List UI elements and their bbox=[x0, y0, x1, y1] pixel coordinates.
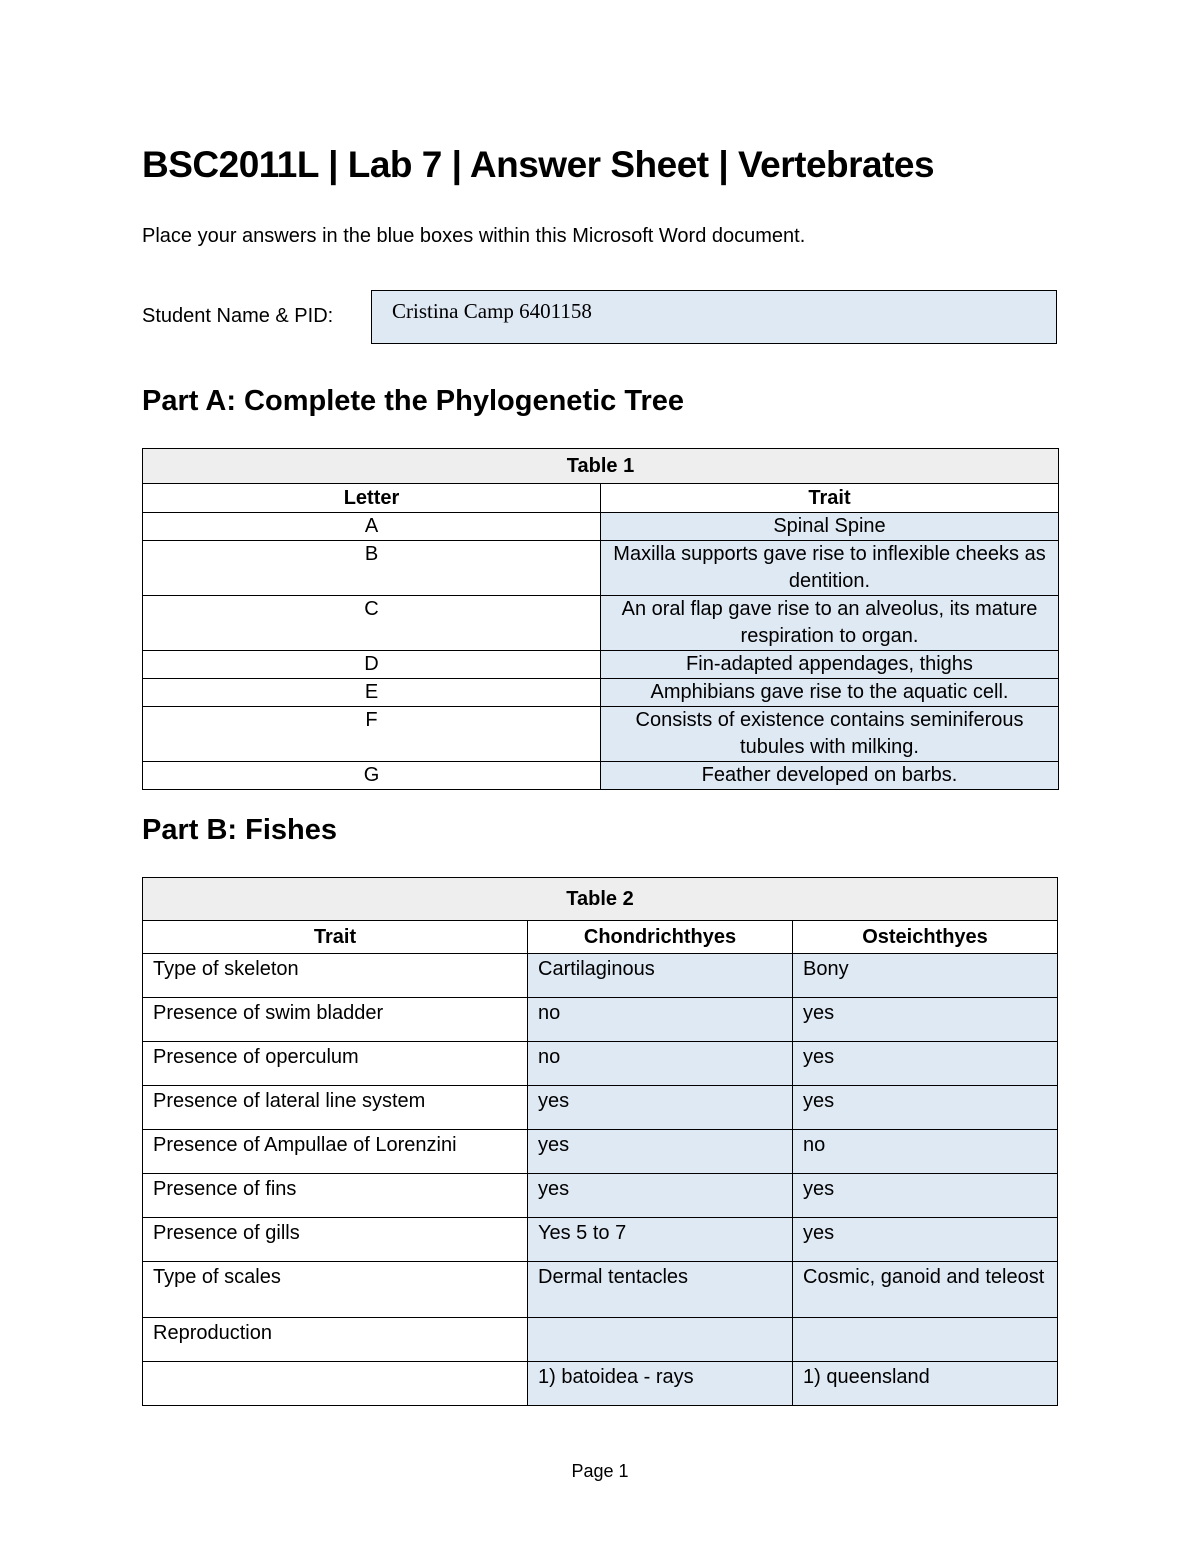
osteichthyes-answer-cell[interactable]: yes bbox=[793, 1218, 1058, 1262]
osteichthyes-answer-cell[interactable]: Cosmic, ganoid and teleost bbox=[793, 1262, 1058, 1318]
trait-answer-cell[interactable]: Consists of existence contains seminiferous tubules with milking. bbox=[601, 707, 1059, 762]
osteichthyes-answer-cell[interactable]: yes bbox=[793, 998, 1058, 1042]
trait-cell: Presence of gills bbox=[143, 1218, 528, 1262]
chondrichthyes-answer-cell[interactable]: Cartilaginous bbox=[528, 954, 793, 998]
phylogenetic-traits-table bbox=[142, 448, 1059, 790]
letter-cell: B bbox=[143, 541, 601, 596]
osteichthyes-answer-cell[interactable]: Bony bbox=[793, 954, 1058, 998]
letter-cell: E bbox=[143, 679, 601, 707]
column-header-trait: Trait bbox=[601, 484, 1059, 513]
part-a-heading: Part A: Complete the Phylogenetic Tree bbox=[142, 385, 684, 417]
trait-answer-cell[interactable]: Amphibians gave rise to the aquatic cell. bbox=[601, 679, 1059, 707]
table-row bbox=[143, 1130, 1058, 1174]
column-header-trait: Trait bbox=[143, 921, 528, 954]
table-row bbox=[143, 1362, 1058, 1406]
chondrichthyes-answer-cell[interactable]: no bbox=[528, 1042, 793, 1086]
student-name-label: Student Name & PID: bbox=[142, 305, 334, 327]
chondrichthyes-answer-cell[interactable] bbox=[528, 1318, 793, 1362]
trait-cell: Reproduction bbox=[143, 1318, 528, 1362]
trait-cell: Presence of fins bbox=[143, 1174, 528, 1218]
chondrichthyes-answer-cell[interactable]: 1) batoidea - rays bbox=[528, 1362, 793, 1406]
trait-answer-cell[interactable]: Spinal Spine bbox=[601, 513, 1059, 541]
trait-cell: Presence of swim bladder bbox=[143, 998, 528, 1042]
table-row bbox=[143, 1086, 1058, 1130]
table-1-caption: Table 1 bbox=[143, 449, 1059, 484]
column-header-chondrichthyes: Chondrichthyes bbox=[528, 921, 793, 954]
osteichthyes-answer-cell[interactable]: yes bbox=[793, 1042, 1058, 1086]
document-title: BSC2011L | Lab 7 | Answer Sheet | Vertebrates bbox=[142, 144, 935, 185]
trait-answer-cell[interactable]: Fin-adapted appendages, thighs bbox=[601, 651, 1059, 679]
table-row bbox=[143, 1318, 1058, 1362]
table-row bbox=[143, 1218, 1058, 1262]
chondrichthyes-answer-cell[interactable]: yes bbox=[528, 1174, 793, 1218]
osteichthyes-answer-cell[interactable]: yes bbox=[793, 1086, 1058, 1130]
column-header-letter: Letter bbox=[143, 484, 601, 513]
table-2-caption: Table 2 bbox=[143, 878, 1058, 921]
table-row bbox=[143, 513, 1059, 541]
page-number: Page 1 bbox=[571, 1461, 629, 1481]
osteichthyes-answer-cell[interactable]: no bbox=[793, 1130, 1058, 1174]
fishes-comparison-table bbox=[142, 877, 1058, 1406]
osteichthyes-answer-cell[interactable]: 1) queensland bbox=[793, 1362, 1058, 1406]
osteichthyes-answer-cell[interactable]: yes bbox=[793, 1174, 1058, 1218]
column-header-osteichthyes: Osteichthyes bbox=[793, 921, 1058, 954]
trait-cell: Type of skeleton bbox=[143, 954, 528, 998]
trait-cell: Presence of Ampullae of Lorenzini bbox=[143, 1130, 528, 1174]
letter-cell: G bbox=[143, 762, 601, 790]
trait-cell bbox=[143, 1362, 528, 1406]
letter-cell: D bbox=[143, 651, 601, 679]
trait-cell: Presence of operculum bbox=[143, 1042, 528, 1086]
part-b-heading: Part B: Fishes bbox=[142, 814, 337, 846]
table-row bbox=[143, 998, 1058, 1042]
chondrichthyes-answer-cell[interactable]: no bbox=[528, 998, 793, 1042]
table-row bbox=[143, 1262, 1058, 1318]
letter-cell: A bbox=[143, 513, 601, 541]
letter-cell: F bbox=[143, 707, 601, 762]
table-row bbox=[143, 762, 1059, 790]
table-row bbox=[143, 1042, 1058, 1086]
trait-answer-cell[interactable]: Feather developed on barbs. bbox=[601, 762, 1059, 790]
chondrichthyes-answer-cell[interactable]: yes bbox=[528, 1086, 793, 1130]
chondrichthyes-answer-cell[interactable]: Dermal tentacles bbox=[528, 1262, 793, 1318]
trait-answer-cell[interactable]: Maxilla supports gave rise to inflexible cheeks as dentition. bbox=[601, 541, 1059, 596]
table-row bbox=[143, 1174, 1058, 1218]
table-row bbox=[143, 679, 1059, 707]
table-row bbox=[143, 707, 1059, 762]
table-row bbox=[143, 596, 1059, 651]
table-row bbox=[143, 651, 1059, 679]
table-row bbox=[143, 541, 1059, 596]
chondrichthyes-answer-cell[interactable]: yes bbox=[528, 1130, 793, 1174]
student-name-field[interactable]: Cristina Camp 6401158 bbox=[371, 290, 1057, 344]
instructions-text: Place your answers in the blue boxes within this Microsoft Word document. bbox=[142, 225, 806, 247]
trait-cell: Type of scales bbox=[143, 1262, 528, 1318]
letter-cell: C bbox=[143, 596, 601, 651]
table-row bbox=[143, 954, 1058, 998]
trait-cell: Presence of lateral line system bbox=[143, 1086, 528, 1130]
osteichthyes-answer-cell[interactable] bbox=[793, 1318, 1058, 1362]
trait-answer-cell[interactable]: An oral flap gave rise to an alveolus, its mature respiration to organ. bbox=[601, 596, 1059, 651]
chondrichthyes-answer-cell[interactable]: Yes 5 to 7 bbox=[528, 1218, 793, 1262]
